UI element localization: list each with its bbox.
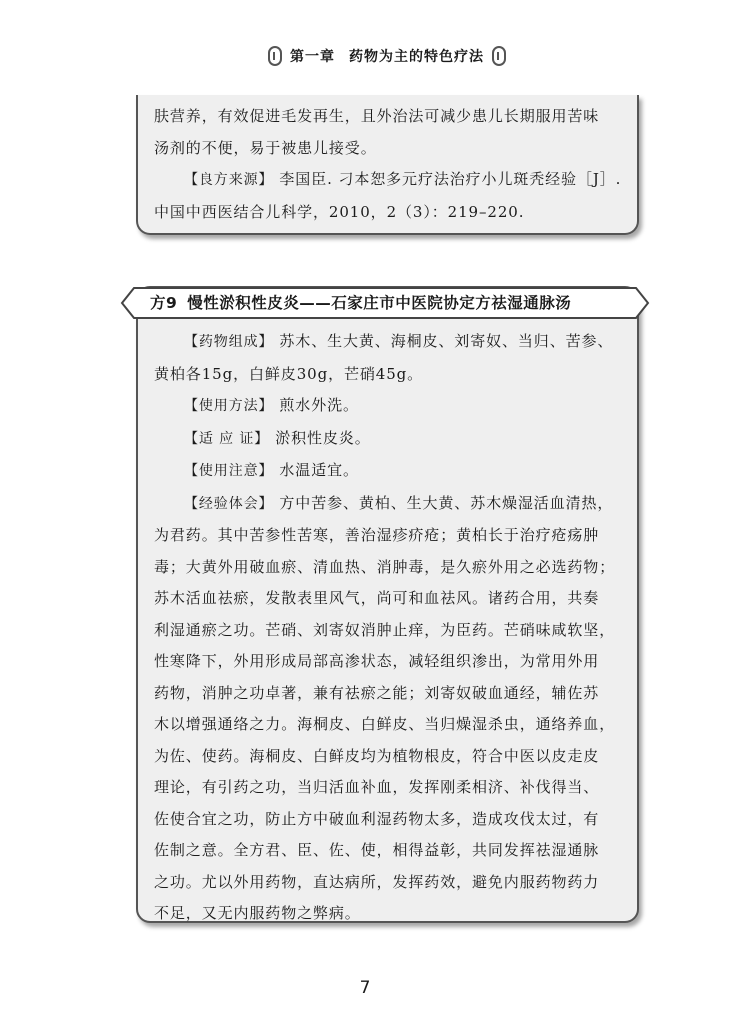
experience-line: 不足，又无内服药物之弊病。 [154,904,361,922]
header-chapter: 第一章 [290,49,335,65]
prev-text-line: 肤营养，有效促进毛发再生，且外治法可减少患儿长期服用苦味 [154,107,600,125]
composition-line [154,326,625,359]
header-title: 药物为主的特色疗法 [349,49,484,65]
caution-text: 水温适宜。 [279,461,359,479]
usage-text: 煎水外洗。 [279,396,359,414]
recipe-title-banner [120,287,650,319]
header-ornament-right [492,46,506,66]
recipe-title [150,287,571,319]
experience-line: 之功。尤以外用药物，直达病所，发挥药效，避免内服药物药力 [154,872,600,891]
recipe-box [136,286,639,923]
experience-line: 木以增强通络之力。海桐皮、白鲜皮、当归燥湿杀虫，通络养血， [154,715,616,733]
experience-line: 毒；大黄外用破血瘀、清血热、消肿毒，是久瘀外用之必选药物； [154,557,616,576]
running-header [262,43,512,69]
indication-label: 【适 应 证】 [184,430,270,447]
source-line [154,164,625,197]
previous-recipe-box [136,95,639,235]
composition-line-2: 黄柏各15g，白鲜皮30g，芒硝45g。 [154,364,424,383]
experience-line: 为佐、使药。海桐皮、白鲜皮均为植物根皮，符合中医以皮走皮 [154,746,600,765]
indication-text: 淤积性皮炎。 [275,428,371,447]
usage-line [154,390,625,423]
caution-line [154,455,625,488]
experience-line: 佐使合宜之功，防止方中破血利湿药物太多，造成攻伐太过，有 [154,809,600,828]
caution-label: 【使用注意】 [184,463,274,479]
experience-label: 【经验体会】 [184,495,274,512]
source-text: 李国臣. 刁本恕多元疗法治疗小儿斑秃经验［J］. [279,170,622,188]
recipe-name: 慢性淤积性皮炎——石家庄市中医院协定方祛湿通脉汤 [187,294,572,312]
recipe-number: 方9 [150,294,178,312]
source-line-2: 中国中西医结合儿科学，2010，2（3）：219–220. [154,202,525,221]
experience-line: 性寒降下，外用形成局部高渗状态，减轻组织渗出，为常用外用 [154,652,600,670]
experience-line: 理论，有引药之功，当归活血补血，发挥刚柔相济、补伐得当、 [154,778,600,796]
header-ornament-left [268,46,282,66]
experience-line: 佐制之意。全方君、臣、佐、使，相得益彰，共同发挥祛湿通脉 [154,841,600,859]
page-number: 7 [359,978,371,998]
experience-line: 苏木活血祛瘀，发散表里风气，尚可和血祛风。诸药合用，共奏 [154,589,600,607]
source-label: 【良方来源】 [184,172,274,188]
experience-line: 药物，消肿之功卓著，兼有祛瘀之能；刘寄奴破血通经，辅佐苏 [154,683,600,702]
experience-line [154,488,625,521]
header-text [290,46,484,66]
experience-line: 为君药。其中苦参性苦寒，善治湿疹疥疮；黄柏长于治疗疮疡肿 [154,526,600,544]
experience-line: 利湿通瘀之功。芒硝、刘寄奴消肿止痒，为臣药。芒硝味咸软坚， [154,620,616,639]
usage-label: 【使用方法】 [184,398,274,414]
composition-text: 苏木、生大黄、海桐皮、刘寄奴、当归、苦参、 [279,332,614,350]
indication-line [154,423,625,456]
prev-text-line: 汤剂的不便，易于被患儿接受。 [154,138,377,157]
composition-label: 【药物组成】 [184,334,274,350]
experience-text: 方中苦参、黄柏、生大黄、苏木燥湿活血清热， [279,493,614,512]
